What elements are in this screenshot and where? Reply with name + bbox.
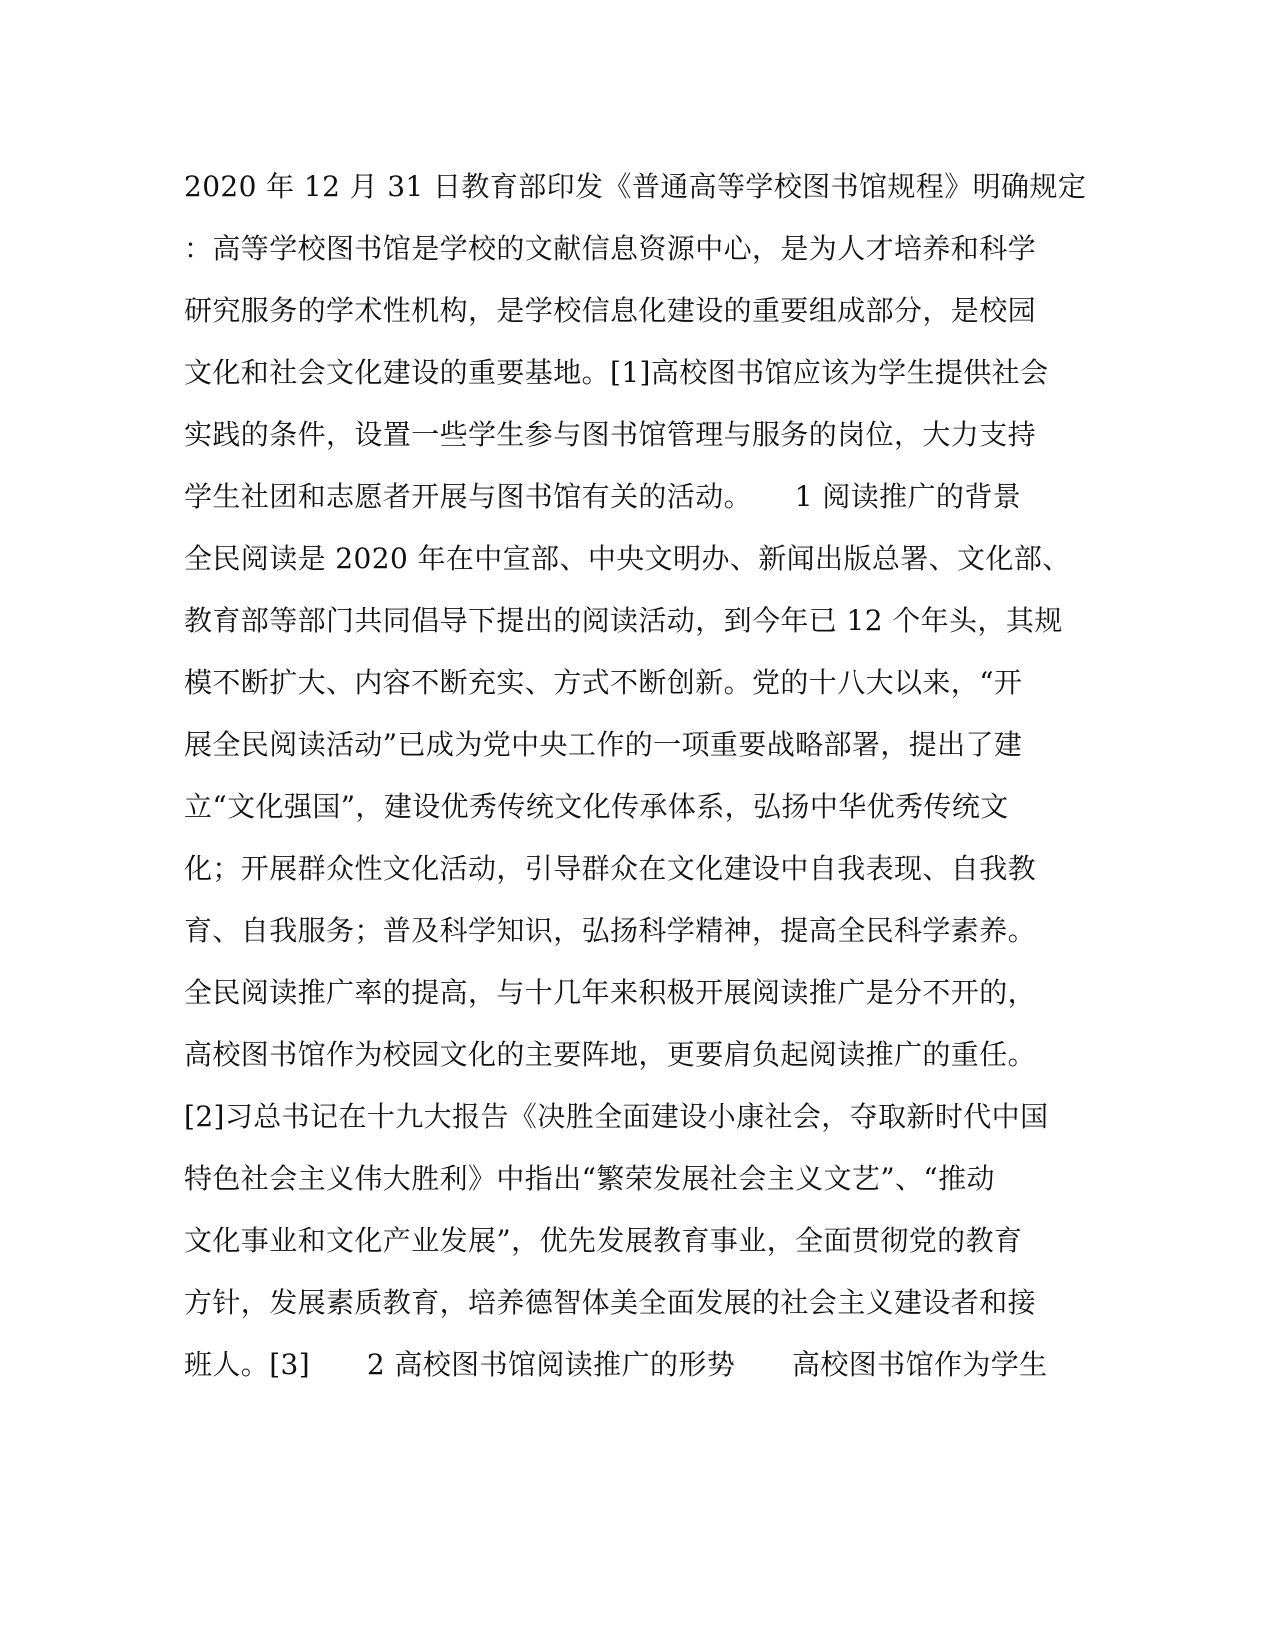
text-line: 特色社会主义伟大胜利》中指出“繁荣发展社会主义文艺”、“推动 bbox=[184, 1162, 995, 1195]
text-line: 育、自我服务；普及科学知识，弘扬科学精神，提高全民科学素养。 bbox=[184, 914, 1037, 947]
text-line: 班人。[3] 2 高校图书馆阅读推广的形势 高校图书馆作为学生 bbox=[184, 1348, 1048, 1381]
text-line: 化；开展群众性文化活动，引导群众在文化建设中自我表现、自我教 bbox=[184, 852, 1037, 885]
text-line: 方针，发展素质教育，培养德智体美全面发展的社会主义建设者和接 bbox=[184, 1286, 1037, 1319]
text-line: 立“文化强国”，建设优秀传统文化传承体系，弘扬中华优秀传统文 bbox=[184, 790, 1009, 823]
text-line: 2020 年 12 月 31 日教育部印发《普通高等学校图书馆规程》明确规定 bbox=[184, 170, 1087, 203]
text-line: [2]习总书记在十九大报告《决胜全面建设小康社会，夺取新时代中国 bbox=[184, 1100, 1049, 1133]
text-line: 研究服务的学术性机构，是学校信息化建设的重要组成部分，是校园 bbox=[184, 294, 1037, 327]
text-line: ：高等学校图书馆是学校的文献信息资源中心，是为人才培养和科学 bbox=[184, 232, 1037, 265]
text-line: 学生社团和志愿者开展与图书馆有关的活动。 1 阅读推广的背景 bbox=[184, 480, 1022, 513]
text-line: 模不断扩大、内容不断充实、方式不断创新。党的十八大以来，“开 bbox=[184, 666, 1023, 699]
text-line: 展全民阅读活动”已成为党中央工作的一项重要战略部署，提出了建 bbox=[184, 728, 1023, 761]
body-text bbox=[184, 156, 1087, 1396]
text-line: 文化和社会文化建设的重要基地。[1]高校图书馆应该为学生提供社会 bbox=[184, 356, 1049, 389]
text-line: 全民阅读是 2020 年在中宣部、中央文明办、新闻出版总署、文化部、 bbox=[184, 542, 1071, 575]
text-line: 全民阅读推广率的提高，与十几年来积极开展阅读推广是分不开的， bbox=[184, 976, 1037, 1009]
text-line: 实践的条件，设置一些学生参与图书馆管理与服务的岗位，大力支持 bbox=[184, 418, 1037, 451]
text-line: 文化事业和文化产业发展”，优先发展教育事业，全面贯彻党的教育 bbox=[184, 1224, 1023, 1257]
text-line: 高校图书馆作为校园文化的主要阵地，更要肩负起阅读推广的重任。 bbox=[184, 1038, 1037, 1071]
text-line: 教育部等部门共同倡导下提出的阅读活动，到今年已 12 个年头，其规 bbox=[184, 604, 1063, 637]
